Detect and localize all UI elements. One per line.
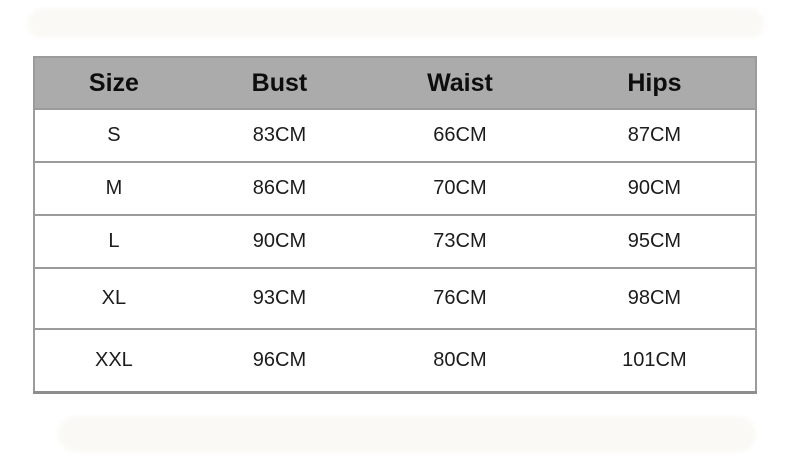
cell-bust: 86CM xyxy=(193,162,366,215)
cell-hips: 101CM xyxy=(554,329,756,393)
cell-hips: 87CM xyxy=(554,109,756,162)
photo-remnant-top xyxy=(28,8,764,38)
photo-remnant-bottom xyxy=(58,416,756,452)
cell-waist: 70CM xyxy=(366,162,554,215)
table-row xyxy=(34,162,756,215)
table-row xyxy=(34,268,756,329)
column-header-waist: Waist xyxy=(366,57,554,109)
cell-bust: 90CM xyxy=(193,215,366,268)
table-row xyxy=(34,109,756,162)
cell-size: S xyxy=(34,109,193,162)
column-header-size: Size xyxy=(34,57,193,109)
size-chart-table xyxy=(33,56,757,394)
table-row xyxy=(34,215,756,268)
cell-hips: 90CM xyxy=(554,162,756,215)
column-header-hips: Hips xyxy=(554,57,756,109)
cell-waist: 80CM xyxy=(366,329,554,393)
cell-waist: 66CM xyxy=(366,109,554,162)
cell-waist: 76CM xyxy=(366,268,554,329)
cell-waist: 73CM xyxy=(366,215,554,268)
cell-size: XXL xyxy=(34,329,193,393)
cell-bust: 83CM xyxy=(193,109,366,162)
cell-hips: 95CM xyxy=(554,215,756,268)
cell-hips: 98CM xyxy=(554,268,756,329)
cell-size: XL xyxy=(34,268,193,329)
cell-bust: 93CM xyxy=(193,268,366,329)
cell-bust: 96CM xyxy=(193,329,366,393)
table-row xyxy=(34,329,756,393)
table-header-row xyxy=(34,57,756,109)
cell-size: L xyxy=(34,215,193,268)
cell-size: M xyxy=(34,162,193,215)
column-header-bust: Bust xyxy=(193,57,366,109)
